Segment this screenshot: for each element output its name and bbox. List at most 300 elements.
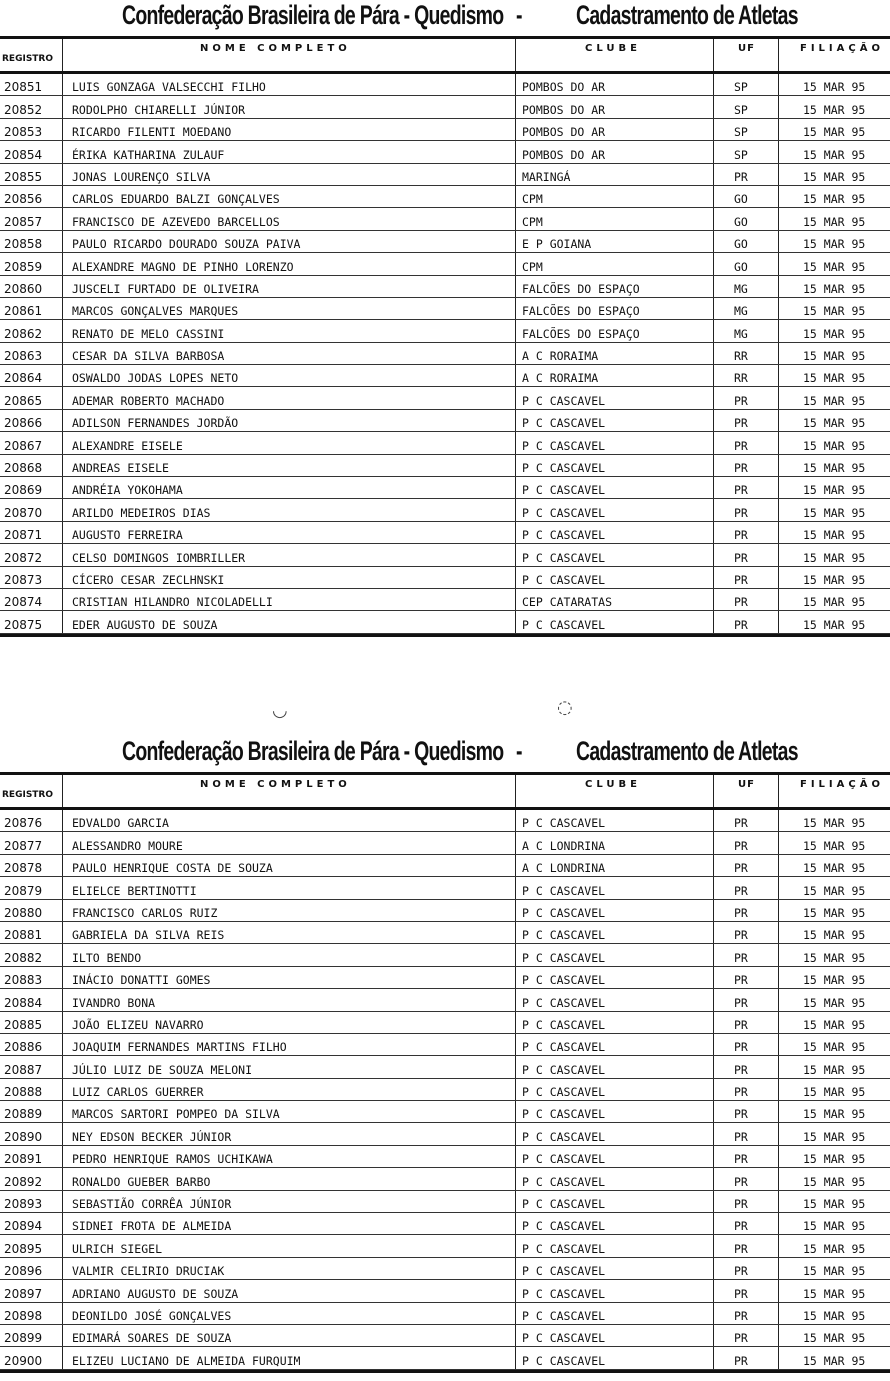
cell-filiacao: 15 MAR 95	[803, 237, 866, 252]
cell-filiacao: 15 MAR 95	[803, 528, 866, 543]
cell-uf: PR	[734, 1241, 748, 1256]
cell-nome: NEY EDSON BECKER JÚNIOR	[72, 1129, 232, 1144]
cell-filiacao: 15 MAR 95	[803, 973, 866, 988]
cell-uf: PR	[734, 950, 748, 965]
table-row	[0, 1235, 890, 1257]
cell-nome: RICARDO FILENTI MOEDANO	[72, 125, 232, 140]
cell-uf: PR	[734, 816, 748, 831]
cell-uf: PR	[734, 928, 748, 943]
cell-nome: EDER AUGUSTO DE SOUZA	[72, 617, 218, 632]
cell-clube: P C CASCAVEL	[522, 905, 606, 920]
cell-nome: CESAR DA SILVA BARBOSA	[72, 349, 225, 364]
cell-uf: PR	[734, 861, 748, 876]
header-clube: CLUBE	[585, 779, 641, 790]
cell-uf: RR	[734, 371, 748, 386]
cell-nome: ALEXANDRE EISELE	[72, 438, 183, 453]
cell-registro: 20893	[4, 1197, 43, 1212]
cell-filiacao: 15 MAR 95	[803, 214, 866, 229]
table-row	[0, 989, 890, 1011]
table-row	[0, 611, 890, 633]
header-clube: CLUBE	[585, 43, 641, 54]
cell-clube: P C CASCAVEL	[522, 1219, 606, 1234]
table-row	[0, 410, 890, 432]
cell-nome: ARILDO MEDEIROS DIAS	[72, 505, 211, 520]
cell-uf: MG	[734, 304, 748, 319]
cell-filiacao: 15 MAR 95	[803, 550, 866, 565]
cell-nome: DEONILDO JOSÉ GONÇALVES	[72, 1308, 232, 1323]
cell-uf: PR	[734, 838, 748, 853]
cell-uf: PR	[734, 1286, 748, 1301]
cell-clube: P C CASCAVEL	[522, 528, 606, 543]
cell-uf: PR	[734, 1040, 748, 1055]
cell-registro: 20898	[4, 1308, 43, 1323]
cell-nome: ANDRÉIA YOKOHAMA	[72, 483, 183, 498]
title-dash: -	[516, 0, 522, 30]
cell-registro: 20883	[4, 973, 43, 988]
cell-clube: POMBOS DO AR	[522, 102, 606, 117]
cell-registro: 20888	[4, 1085, 43, 1100]
cell-uf: PR	[734, 1107, 748, 1122]
cell-clube: P C CASCAVEL	[522, 461, 606, 476]
cell-clube: A C RORAIMA	[522, 371, 599, 386]
table-row	[0, 208, 890, 230]
cell-registro: 20860	[4, 281, 43, 296]
cell-clube: CEP CATARATAS	[522, 595, 613, 610]
cell-uf: PR	[734, 393, 748, 408]
cell-uf: PR	[734, 973, 748, 988]
cell-uf: RR	[734, 349, 748, 364]
cell-nome: FRANCISCO DE AZEVEDO BARCELLOS	[72, 214, 280, 229]
cell-nome: EDVALDO GARCIA	[72, 816, 169, 831]
cell-registro: 20863	[4, 349, 43, 364]
cell-nome: RONALDO GUEBER BARBO	[72, 1174, 211, 1189]
cell-nome: RODOLPHO CHIARELLI JÚNIOR	[72, 102, 246, 117]
cell-nome: RENATO DE MELO CASSINI	[72, 326, 225, 341]
cell-uf: PR	[734, 1264, 748, 1279]
cell-uf: PR	[734, 1174, 748, 1189]
cell-nome: CÍCERO CESAR ZECLHNSKI	[72, 572, 225, 587]
table-row	[0, 186, 890, 208]
cell-filiacao: 15 MAR 95	[803, 838, 866, 853]
table-row	[0, 832, 890, 854]
cell-nome: LUIZ CARLOS GUERRER	[72, 1085, 204, 1100]
cell-uf: PR	[734, 572, 748, 587]
table-row	[0, 365, 890, 387]
cell-registro: 20897	[4, 1286, 43, 1301]
table-row	[0, 74, 890, 96]
cell-nome: GABRIELA DA SILVA REIS	[72, 928, 225, 943]
cell-registro: 20867	[4, 438, 43, 453]
table-row	[0, 567, 890, 589]
cell-uf: SP	[734, 80, 748, 95]
cell-nome: PEDRO HENRIQUE RAMOS UCHIKAWA	[72, 1152, 273, 1167]
table-row	[0, 944, 890, 966]
cell-nome: SEBASTIÃO CORRÊA JÚNIOR	[72, 1197, 232, 1212]
table-row	[0, 276, 890, 298]
cell-registro: 20852	[4, 102, 43, 117]
table-row	[0, 922, 890, 944]
cell-filiacao: 15 MAR 95	[803, 595, 866, 610]
cell-registro: 20857	[4, 214, 43, 229]
cell-registro: 20870	[4, 505, 43, 520]
cell-registro: 20872	[4, 550, 43, 565]
cell-clube: P C CASCAVEL	[522, 1129, 606, 1144]
scan-mark: ◡	[272, 700, 288, 721]
table-row	[0, 387, 890, 409]
table-row	[0, 810, 890, 832]
table-row	[0, 855, 890, 877]
cell-nome: ADILSON FERNANDES JORDÃO	[72, 416, 239, 431]
cell-registro: 20874	[4, 595, 43, 610]
cell-registro: 20869	[4, 483, 43, 498]
cell-clube: E P GOIANA	[522, 237, 592, 252]
cell-filiacao: 15 MAR 95	[803, 883, 866, 898]
cell-clube: P C CASCAVEL	[522, 617, 606, 632]
cell-clube: A C LONDRINA	[522, 838, 606, 853]
cell-nome: MARCOS SARTORI POMPEO DA SILVA	[72, 1107, 280, 1122]
cell-nome: OSWALDO JODAS LOPES NETO	[72, 371, 239, 386]
cell-nome: JONAS LOURENÇO SILVA	[72, 169, 211, 184]
cell-uf: SP	[734, 125, 748, 140]
cell-filiacao: 15 MAR 95	[803, 905, 866, 920]
cell-registro: 20855	[4, 169, 43, 184]
cell-clube: POMBOS DO AR	[522, 147, 606, 162]
cell-registro: 20876	[4, 816, 43, 831]
cell-filiacao: 15 MAR 95	[803, 125, 866, 140]
cell-uf: SP	[734, 147, 748, 162]
cell-clube: P C CASCAVEL	[522, 1107, 606, 1122]
cell-registro: 20851	[4, 80, 43, 95]
cell-registro: 20892	[4, 1174, 43, 1189]
cell-filiacao: 15 MAR 95	[803, 192, 866, 207]
cell-uf: PR	[734, 505, 748, 520]
cell-clube: P C CASCAVEL	[522, 928, 606, 943]
cell-filiacao: 15 MAR 95	[803, 416, 866, 431]
table-row	[0, 119, 890, 141]
cell-clube: P C CASCAVEL	[522, 1174, 606, 1189]
table-row	[0, 1213, 890, 1235]
cell-registro: 20878	[4, 861, 43, 876]
cell-registro: 20899	[4, 1331, 43, 1346]
cell-filiacao: 15 MAR 95	[803, 1040, 866, 1055]
cell-registro: 20880	[4, 905, 43, 920]
table-row	[0, 1191, 890, 1213]
cell-filiacao: 15 MAR 95	[803, 102, 866, 117]
cell-uf: PR	[734, 1085, 748, 1100]
cell-filiacao: 15 MAR 95	[803, 1286, 866, 1301]
cell-uf: PR	[734, 1129, 748, 1144]
cell-clube: P C CASCAVEL	[522, 1152, 606, 1167]
cell-uf: PR	[734, 617, 748, 632]
cell-nome: ÉRIKA KATHARINA ZULAUF	[72, 147, 225, 162]
cell-clube: FALCÕES DO ESPAÇO	[522, 304, 640, 319]
cell-uf: PR	[734, 1017, 748, 1032]
cell-nome: JUSCELI FURTADO DE OLIVEIRA	[72, 281, 259, 296]
table-row	[0, 1347, 890, 1369]
cell-filiacao: 15 MAR 95	[803, 438, 866, 453]
cell-nome: CRISTIAN HILANDRO NICOLADELLI	[72, 595, 273, 610]
cell-nome: ELIELCE BERTINOTTI	[72, 883, 197, 898]
table-row	[0, 967, 890, 989]
cell-filiacao: 15 MAR 95	[803, 816, 866, 831]
cell-uf: PR	[734, 1331, 748, 1346]
cell-filiacao: 15 MAR 95	[803, 326, 866, 341]
cell-uf: PR	[734, 550, 748, 565]
table-row	[0, 1079, 890, 1101]
cell-registro: 20856	[4, 192, 43, 207]
sheet-title	[0, 736, 890, 772]
cell-registro: 20864	[4, 371, 43, 386]
cell-nome: ADRIANO AUGUSTO DE SOUZA	[72, 1286, 239, 1301]
cell-registro: 20862	[4, 326, 43, 341]
cell-filiacao: 15 MAR 95	[803, 169, 866, 184]
cell-registro: 20853	[4, 125, 43, 140]
cell-filiacao: 15 MAR 95	[803, 371, 866, 386]
cell-clube: A C RORAIMA	[522, 349, 599, 364]
table-row	[0, 1034, 890, 1056]
cell-registro: 20887	[4, 1062, 43, 1077]
cell-registro: 20895	[4, 1241, 43, 1256]
cell-clube: P C CASCAVEL	[522, 995, 606, 1010]
cell-registro: 20882	[4, 950, 43, 965]
cell-clube: A C LONDRINA	[522, 861, 606, 876]
table-row	[0, 1168, 890, 1190]
table-row	[0, 1146, 890, 1168]
sheet-title	[0, 0, 890, 36]
cell-filiacao: 15 MAR 95	[803, 1197, 866, 1212]
cell-filiacao: 15 MAR 95	[803, 1017, 866, 1032]
cell-clube: P C CASCAVEL	[522, 1241, 606, 1256]
cell-clube: CPM	[522, 259, 543, 274]
cell-nome: ULRICH SIEGEL	[72, 1241, 163, 1256]
cell-clube: P C CASCAVEL	[522, 1062, 606, 1077]
cell-filiacao: 15 MAR 95	[803, 617, 866, 632]
cell-filiacao: 15 MAR 95	[803, 928, 866, 943]
cell-clube: P C CASCAVEL	[522, 438, 606, 453]
cell-filiacao: 15 MAR 95	[803, 1152, 866, 1167]
cell-registro: 20854	[4, 147, 43, 162]
cell-uf: PR	[734, 883, 748, 898]
cell-clube: CPM	[522, 214, 543, 229]
cell-filiacao: 15 MAR 95	[803, 281, 866, 296]
cell-nome: ADEMAR ROBERTO MACHADO	[72, 393, 225, 408]
cell-uf: PR	[734, 1152, 748, 1167]
cell-nome: PAULO RICARDO DOURADO SOUZA PAIVA	[72, 237, 301, 252]
cell-clube: P C CASCAVEL	[522, 883, 606, 898]
cell-uf: MG	[734, 281, 748, 296]
cell-clube: P C CASCAVEL	[522, 483, 606, 498]
cell-registro: 20894	[4, 1219, 43, 1234]
cell-uf: PR	[734, 1062, 748, 1077]
cell-uf: SP	[734, 102, 748, 117]
scan-mark: ◌	[557, 697, 573, 718]
cell-uf: PR	[734, 1219, 748, 1234]
title-confederation: Confederação Brasileira de Pára - Quedismo	[122, 736, 504, 766]
cell-nome: LUIS GONZAGA VALSECCHI FILHO	[72, 80, 266, 95]
header-nome: NOME COMPLETO	[200, 779, 351, 790]
table-body	[0, 810, 890, 1373]
cell-filiacao: 15 MAR 95	[803, 349, 866, 364]
cell-clube: FALCÕES DO ESPAÇO	[522, 281, 640, 296]
cell-filiacao: 15 MAR 95	[803, 1241, 866, 1256]
cell-filiacao: 15 MAR 95	[803, 1331, 866, 1346]
table-body	[0, 74, 890, 637]
cell-filiacao: 15 MAR 95	[803, 1219, 866, 1234]
cell-clube: POMBOS DO AR	[522, 125, 606, 140]
cell-filiacao: 15 MAR 95	[803, 995, 866, 1010]
cell-clube: P C CASCAVEL	[522, 1040, 606, 1055]
title-registration: Cadastramento de Atletas	[576, 0, 798, 30]
cell-uf: PR	[734, 528, 748, 543]
cell-clube: P C CASCAVEL	[522, 1286, 606, 1301]
table-row	[0, 499, 890, 521]
cell-uf: PR	[734, 438, 748, 453]
cell-nome: AUGUSTO FERREIRA	[72, 528, 183, 543]
cell-registro: 20896	[4, 1264, 43, 1279]
cell-filiacao: 15 MAR 95	[803, 393, 866, 408]
cell-nome: MARCOS GONÇALVES MARQUES	[72, 304, 239, 319]
cell-nome: JÚLIO LUIZ DE SOUZA MELONI	[72, 1062, 253, 1077]
cell-uf: GO	[734, 192, 748, 207]
cell-clube: P C CASCAVEL	[522, 550, 606, 565]
cell-clube: P C CASCAVEL	[522, 1353, 606, 1368]
cell-uf: PR	[734, 483, 748, 498]
table-row	[0, 1012, 890, 1034]
cell-uf: PR	[734, 1197, 748, 1212]
table-row	[0, 1056, 890, 1078]
table-row	[0, 1325, 890, 1347]
registration-sheet-1	[0, 0, 890, 637]
cell-filiacao: 15 MAR 95	[803, 461, 866, 476]
table-row	[0, 96, 890, 118]
cell-clube: CPM	[522, 192, 543, 207]
cell-registro: 20868	[4, 461, 43, 476]
cell-filiacao: 15 MAR 95	[803, 572, 866, 587]
table-row	[0, 522, 890, 544]
cell-uf: PR	[734, 1353, 748, 1368]
cell-nome: EDIMARÁ SOARES DE SOUZA	[72, 1331, 232, 1346]
title-registration: Cadastramento de Atletas	[576, 736, 798, 766]
header-nome: NOME COMPLETO	[200, 43, 351, 54]
table-row	[0, 544, 890, 566]
cell-clube: P C CASCAVEL	[522, 393, 606, 408]
header-registro: REGISTRO	[2, 54, 54, 64]
header-uf: UF	[738, 779, 755, 790]
header-filiacao: FILIAÇÃO	[800, 779, 884, 790]
cell-nome: PAULO HENRIQUE COSTA DE SOUZA	[72, 861, 273, 876]
table-row	[0, 455, 890, 477]
cell-registro: 20865	[4, 393, 43, 408]
cell-filiacao: 15 MAR 95	[803, 1308, 866, 1323]
table-row	[0, 432, 890, 454]
table-row	[0, 164, 890, 186]
table-row	[0, 298, 890, 320]
table-row	[0, 320, 890, 342]
cell-filiacao: 15 MAR 95	[803, 1353, 866, 1368]
cell-nome: ILTO BENDO	[72, 950, 142, 965]
cell-clube: P C CASCAVEL	[522, 1197, 606, 1212]
cell-uf: PR	[734, 169, 748, 184]
cell-clube: P C CASCAVEL	[522, 816, 606, 831]
cell-uf: PR	[734, 461, 748, 476]
cell-nome: INÁCIO DONATTI GOMES	[72, 973, 211, 988]
cell-filiacao: 15 MAR 95	[803, 147, 866, 162]
cell-uf: PR	[734, 1308, 748, 1323]
header-uf: UF	[738, 43, 755, 54]
cell-filiacao: 15 MAR 95	[803, 861, 866, 876]
cell-nome: JOÃO ELIZEU NAVARRO	[72, 1017, 204, 1032]
cell-nome: ALEXANDRE MAGNO DE PINHO LORENZO	[72, 259, 294, 274]
cell-nome: SIDNEI FROTA DE ALMEIDA	[72, 1219, 232, 1234]
title-confederation: Confederação Brasileira de Pára - Quedismo	[122, 0, 504, 30]
cell-filiacao: 15 MAR 95	[803, 1107, 866, 1122]
cell-registro: 20885	[4, 1017, 43, 1032]
cell-uf: GO	[734, 214, 748, 229]
header-registro: REGISTRO	[2, 790, 54, 800]
cell-registro: 20879	[4, 883, 43, 898]
cell-filiacao: 15 MAR 95	[803, 1129, 866, 1144]
cell-clube: P C CASCAVEL	[522, 1085, 606, 1100]
cell-filiacao: 15 MAR 95	[803, 1085, 866, 1100]
cell-nome: ALESSANDRO MOURE	[72, 838, 183, 853]
table-row	[0, 1101, 890, 1123]
cell-registro: 20871	[4, 528, 43, 543]
cell-nome: VALMIR CELIRIO DRUCIAK	[72, 1264, 225, 1279]
cell-clube: MARINGÁ	[522, 169, 571, 184]
cell-uf: GO	[734, 259, 748, 274]
cell-uf: PR	[734, 595, 748, 610]
cell-uf: MG	[734, 326, 748, 341]
cell-filiacao: 15 MAR 95	[803, 1062, 866, 1077]
cell-registro: 20859	[4, 259, 43, 274]
cell-filiacao: 15 MAR 95	[803, 505, 866, 520]
cell-filiacao: 15 MAR 95	[803, 80, 866, 95]
cell-registro: 20884	[4, 995, 43, 1010]
cell-clube: P C CASCAVEL	[522, 973, 606, 988]
table-row	[0, 1123, 890, 1145]
cell-clube: P C CASCAVEL	[522, 1017, 606, 1032]
cell-registro: 20889	[4, 1107, 43, 1122]
cell-nome: IVANDRO BONA	[72, 995, 156, 1010]
cell-registro: 20900	[4, 1353, 43, 1368]
cell-nome: ELIZEU LUCIANO DE ALMEIDA FURQUIM	[72, 1353, 301, 1368]
table-row	[0, 900, 890, 922]
table-row	[0, 877, 890, 899]
table-row	[0, 1280, 890, 1302]
cell-filiacao: 15 MAR 95	[803, 1264, 866, 1279]
cell-clube: P C CASCAVEL	[522, 505, 606, 520]
cell-nome: CELSO DOMINGOS IOMBRILLER	[72, 550, 246, 565]
cell-filiacao: 15 MAR 95	[803, 259, 866, 274]
cell-clube: P C CASCAVEL	[522, 1308, 606, 1323]
cell-filiacao: 15 MAR 95	[803, 1174, 866, 1189]
table-row	[0, 477, 890, 499]
cell-uf: PR	[734, 905, 748, 920]
table-row	[0, 589, 890, 611]
table-row	[0, 1258, 890, 1280]
cell-nome: ANDREAS EISELE	[72, 461, 169, 476]
table-header	[0, 772, 890, 810]
header-filiacao: FILIAÇÃO	[800, 43, 884, 54]
cell-uf: PR	[734, 995, 748, 1010]
cell-uf: PR	[734, 416, 748, 431]
cell-clube: P C CASCAVEL	[522, 1264, 606, 1279]
table-row	[0, 231, 890, 253]
cell-registro: 20858	[4, 237, 43, 252]
cell-registro: 20891	[4, 1152, 43, 1167]
table-row	[0, 253, 890, 275]
table-row	[0, 141, 890, 163]
